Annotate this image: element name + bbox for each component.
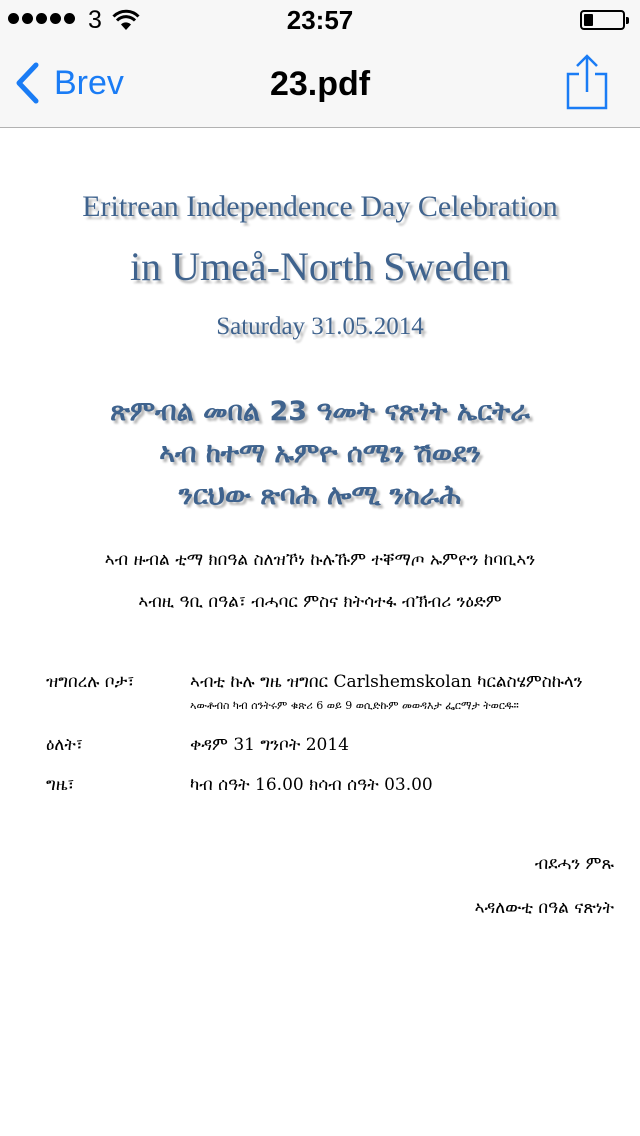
date-value: ቀዳም 31 ግንቦት 2014 [190,735,349,755]
place-label: ዝግበረሉ ቦታ፣ [46,672,135,692]
invitation-text-line1: ኣብ ዙብል ቲማ ክበዓል ስለዝኾነ ኩሉኹም ተቐማጦ ኡምዮን ከባቢኣን [104,550,536,570]
document-date-line: Saturday 31.05.2014 [216,313,424,340]
invitation-text-line2: ኣብዚ ዓቢ በዓል፣ ብሓባር ምስና ክትሳተፋ ብኽብሪ ንዕድም [138,592,502,612]
heading-line: ጽምብል መበል 23 ዓመት ናጽነት ኤርትራ [110,396,530,427]
time-label: ግዜ፣ [46,775,75,795]
signature-line2: ኣዳለውቲ በዓል ናጽነት [474,898,614,918]
pdf-document [0,129,640,1136]
date-label: ዕለት፣ [46,735,83,755]
battery-icon [580,10,625,30]
share-icon[interactable] [562,54,612,110]
status-bar [0,0,640,40]
carrier-name: 3 [88,6,102,34]
clock: 23:57 [286,5,354,35]
document-title-line1: Eritrean Independence Day Celebration [82,190,558,223]
heading-line: ኣብ ከተማ ኡምዮ ሰሜን ሽወደን [159,438,481,469]
place-note: ኣውቶብስ ካብ ሰንትሩም ቁጽሪ 6 ወይ 9 ወሲድኩም መወዳእታ ፌርማታ ትወርዱ። [190,699,519,712]
page-title: 23.pdf [269,65,371,103]
document-title-line2: in Umeå-North Sweden [130,244,510,289]
place-value: ኣብቲ ኩሉ ግዜ ዝግበር Carlshemskolan ካርልስሄምስኩላን [190,672,583,692]
heading-line: ንርህው ጽባሕ ሎሚ ንስራሕ [178,480,462,511]
time-value: ካብ ሰዓት 16.00 ክሳብ ሰዓት 03.00 [190,775,433,795]
navigation-bar [0,40,640,128]
signature-line1: ብደሓን ምጹ [534,854,614,874]
back-button-label: Brev [54,64,124,102]
